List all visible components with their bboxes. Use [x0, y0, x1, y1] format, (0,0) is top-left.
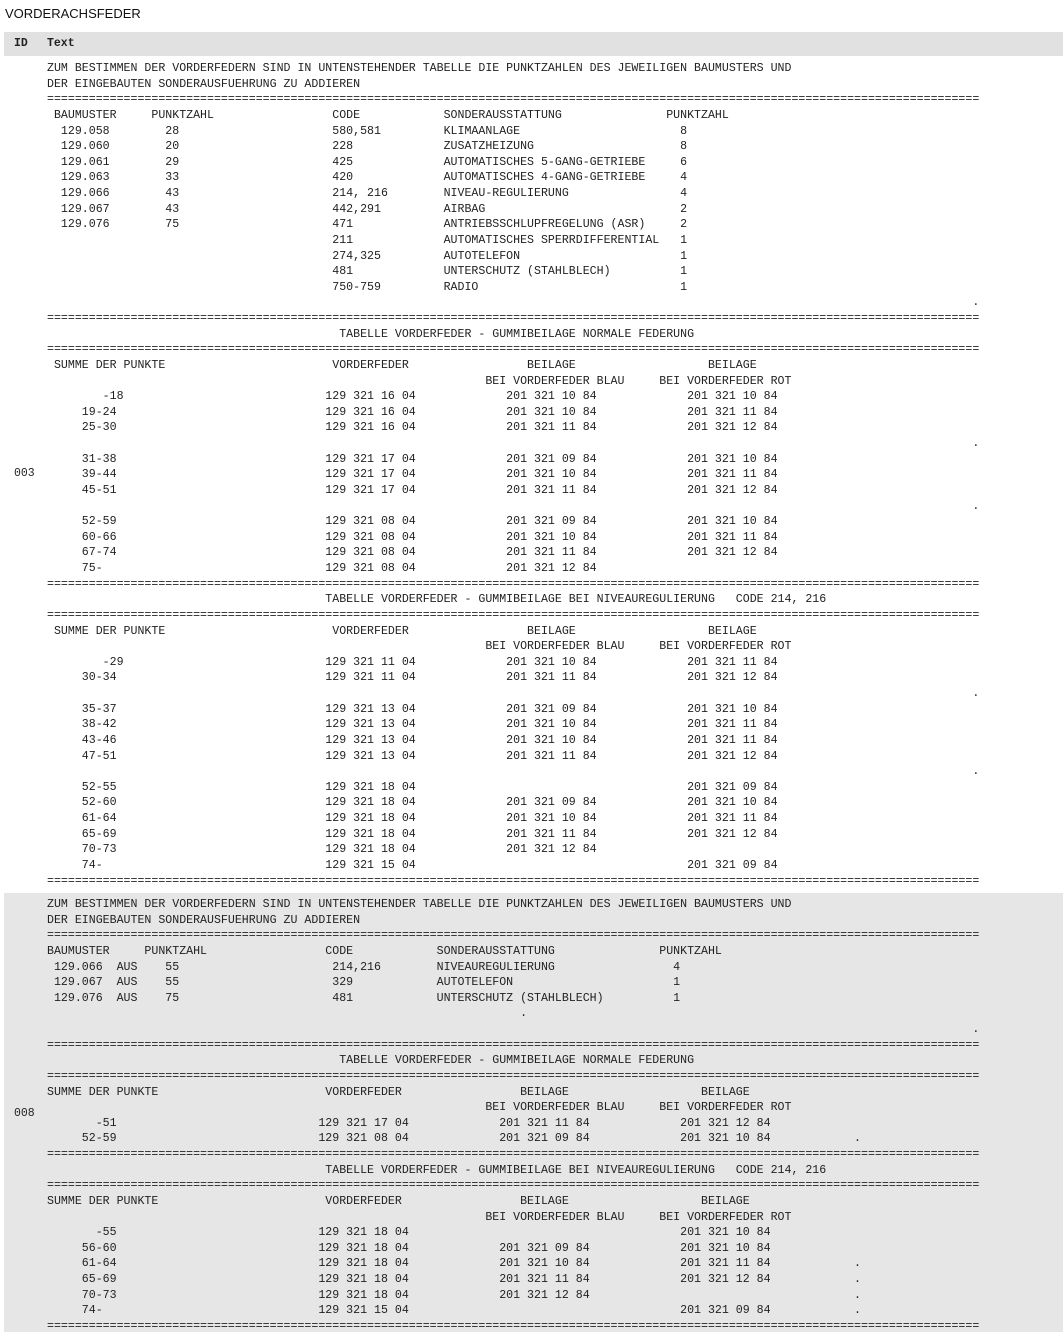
column-header-text[interactable]: Text — [47, 37, 75, 50]
text-line: -55 129 321 18 04 201 321 10 84 — [47, 1226, 771, 1240]
text-line: 129.076 AUS 75 481 UNTERSCHUTZ (STAHLBLECH) 1 — [47, 991, 681, 1005]
separator-line: ====================================================================================================================================== — [47, 1038, 980, 1052]
text-line: TABELLE VORDERFEDER - GUMMIBEILAGE NORMALE FEDERUNG — [47, 327, 695, 341]
text-line: 70-73 129 321 18 04 201 321 12 84 — [47, 843, 597, 857]
text-line: -29 129 321 11 04 201 321 10 84 201 321 11 84 — [47, 655, 778, 669]
row-id: 008 — [14, 1107, 35, 1120]
text-line: . — [47, 1023, 980, 1036]
text-line: 129.063 33 420 AUTOMATISCHES 4-GANG-GETRIEBE 4 — [47, 171, 688, 185]
text-line: . — [47, 437, 980, 450]
text-line: . — [47, 687, 980, 700]
text-line: SUMME DER PUNKTE VORDERFEDER BEILAGE BEILAGE — [47, 358, 757, 372]
text-line: BAUMUSTER PUNKTZAHL CODE SONDERAUSSTATTUNG PUNKTZAHL — [47, 944, 722, 958]
text-line: 39-44 129 321 17 04 201 321 10 84 201 321 11 84 — [47, 468, 778, 482]
text-line: 129.060 20 228 ZUSATZHEIZUNG 8 — [47, 140, 688, 154]
text-line: 52-60 129 321 18 04 201 321 09 84 201 321 10 84 — [47, 796, 778, 810]
separator-line: ====================================================================================================================================== — [47, 929, 980, 943]
text-line: 129.066 AUS 55 214,216 NIVEAUREGULIERUNG 4 — [47, 960, 681, 974]
text-line: BEI VORDERFEDER BLAU BEI VORDERFEDER ROT — [47, 1101, 792, 1115]
separator-line: ====================================================================================================================================== — [47, 93, 980, 107]
text-line: 129.061 29 425 AUTOMATISCHES 5-GANG-GETRIEBE 6 — [47, 155, 688, 169]
text-line: 481 UNTERSCHUTZ (STAHLBLECH) 1 — [47, 265, 688, 279]
row-text-block — [47, 897, 979, 1335]
text-line: 129.067 43 442,291 AIRBAG 2 — [47, 202, 688, 216]
text-line: BAUMUSTER PUNKTZAHL CODE SONDERAUSSTATTUNG PUNKTZAHL — [47, 108, 729, 122]
separator-line: ====================================================================================================================================== — [47, 1069, 980, 1083]
text-line: 30-34 129 321 11 04 201 321 11 84 201 321 12 84 — [47, 671, 778, 685]
text-line: TABELLE VORDERFEDER - GUMMIBEILAGE BEI NIVEAUREGULIERUNG CODE 214, 216 — [47, 1163, 827, 1177]
text-line: 43-46 129 321 13 04 201 321 10 84 201 321 11 84 — [47, 733, 778, 747]
text-line: 74- 129 321 15 04 201 321 09 84 . — [47, 1304, 862, 1318]
text-line: 65-69 129 321 18 04 201 321 11 84 201 321 12 84 . — [47, 1273, 862, 1286]
text-line: SUMME DER PUNKTE VORDERFEDER BEILAGE BEILAGE — [47, 1194, 750, 1208]
text-line: 211 AUTOMATISCHES SPERRDIFFERENTIAL 1 — [47, 233, 688, 247]
text-line: 38-42 129 321 13 04 201 321 10 84 201 321 11 84 — [47, 718, 778, 732]
text-line: . — [47, 765, 980, 779]
column-header-id[interactable]: ID — [14, 37, 28, 50]
text-line: TABELLE VORDERFEDER - GUMMIBEILAGE BEI NIVEAUREGULIERUNG CODE 214, 216 — [47, 593, 827, 607]
text-line: 61-64 129 321 18 04 201 321 10 84 201 321 11 84 — [47, 812, 778, 825]
text-line: BEI VORDERFEDER BLAU BEI VORDERFEDER ROT — [47, 1210, 792, 1224]
text-line: 274,325 AUTOTELEFON 1 — [47, 249, 688, 263]
page-title: VORDERACHSFEDER — [5, 6, 141, 21]
text-line: 35-37 129 321 13 04 201 321 09 84 201 321 10 84 — [47, 702, 778, 716]
text-line: 60-66 129 321 08 04 201 321 10 84 201 321 11 84 — [47, 530, 778, 544]
text-line: 52-59 129 321 08 04 201 321 09 84 201 321 10 84 — [47, 515, 778, 529]
text-line: 129.066 43 214, 216 NIVEAU-REGULIERUNG 4 — [47, 187, 688, 200]
text-line: 129.058 28 580,581 KLIMAANLAGE 8 — [47, 124, 688, 138]
text-line: SUMME DER PUNKTE VORDERFEDER BEILAGE BEILAGE — [47, 624, 757, 638]
text-line: . — [47, 1007, 528, 1021]
text-line: 129.067 AUS 55 329 AUTOTELEFON 1 — [47, 976, 681, 990]
text-line: TABELLE VORDERFEDER - GUMMIBEILAGE NORMALE FEDERUNG — [47, 1054, 695, 1068]
text-line: 70-73 129 321 18 04 201 321 12 84 . — [47, 1288, 862, 1302]
text-line: . — [47, 499, 980, 513]
text-line: 52-55 129 321 18 04 201 321 09 84 — [47, 780, 778, 794]
separator-line: ====================================================================================================================================== — [47, 608, 980, 622]
text-line: 65-69 129 321 18 04 201 321 11 84 201 321 12 84 — [47, 827, 778, 841]
text-line: BEI VORDERFEDER BLAU BEI VORDERFEDER ROT — [47, 640, 792, 654]
text-line: ZUM BESTIMMEN DER VORDERFEDERN SIND IN UNTENSTEHENDER TABELLE DIE PUNKTZAHLEN DES JEWEILIGEN BAUMUSTERS UND — [47, 62, 792, 75]
separator-line: ====================================================================================================================================== — [47, 874, 980, 888]
text-line: 750-759 RADIO 1 — [47, 280, 688, 294]
text-line: . — [47, 296, 980, 310]
text-line: 56-60 129 321 18 04 201 321 09 84 201 321 10 84 — [47, 1241, 771, 1255]
text-line: 19-24 129 321 16 04 201 321 10 84 201 321 11 84 — [47, 405, 778, 419]
row-text-block — [47, 61, 979, 889]
text-line: ZUM BESTIMMEN DER VORDERFEDERN SIND IN UNTENSTEHENDER TABELLE DIE PUNKTZAHLEN DES JEWEILIGEN BAUMUSTERS UND — [47, 898, 792, 911]
separator-line: ====================================================================================================================================== — [47, 1319, 980, 1333]
separator-line: ====================================================================================================================================== — [47, 312, 980, 325]
text-line: 52-59 129 321 08 04 201 321 09 84 201 321 10 84 . — [47, 1132, 862, 1146]
text-line: 45-51 129 321 17 04 201 321 11 84 201 321 12 84 — [47, 483, 778, 497]
text-line: 31-38 129 321 17 04 201 321 09 84 201 321 10 84 — [47, 452, 778, 466]
text-line: -18 129 321 16 04 201 321 10 84 201 321 10 84 — [47, 390, 778, 404]
text-line: SUMME DER PUNKTE VORDERFEDER BEILAGE BEILAGE — [47, 1085, 750, 1099]
text-line: 25-30 129 321 16 04 201 321 11 84 201 321 12 84 — [47, 421, 778, 435]
text-line: 129.076 75 471 ANTRIEBSSCHLUPFREGELUNG (ASR) 2 — [47, 218, 688, 232]
text-line: 75- 129 321 08 04 201 321 12 84 — [47, 562, 597, 575]
text-line: BEI VORDERFEDER BLAU BEI VORDERFEDER ROT — [47, 374, 792, 388]
separator-line: ====================================================================================================================================== — [47, 577, 980, 591]
text-line: 67-74 129 321 08 04 201 321 11 84 201 321 12 84 — [47, 546, 778, 560]
separator-line: ====================================================================================================================================== — [47, 343, 980, 357]
row-id: 003 — [14, 467, 35, 480]
text-line: 61-64 129 321 18 04 201 321 10 84 201 321 11 84 . — [47, 1257, 862, 1271]
text-line: -51 129 321 17 04 201 321 11 84 201 321 12 84 — [47, 1116, 771, 1130]
text-line: 47-51 129 321 13 04 201 321 11 84 201 321 12 84 — [47, 749, 778, 763]
text-line: DER EINGEBAUTEN SONDERAUSFUEHRUNG ZU ADDIEREN — [47, 77, 361, 91]
separator-line: ====================================================================================================================================== — [47, 1148, 980, 1161]
table-header — [4, 32, 1063, 56]
text-line: 74- 129 321 15 04 201 321 09 84 — [47, 858, 778, 872]
text-line: DER EINGEBAUTEN SONDERAUSFUEHRUNG ZU ADDIEREN — [47, 913, 361, 927]
separator-line: ====================================================================================================================================== — [47, 1179, 980, 1193]
